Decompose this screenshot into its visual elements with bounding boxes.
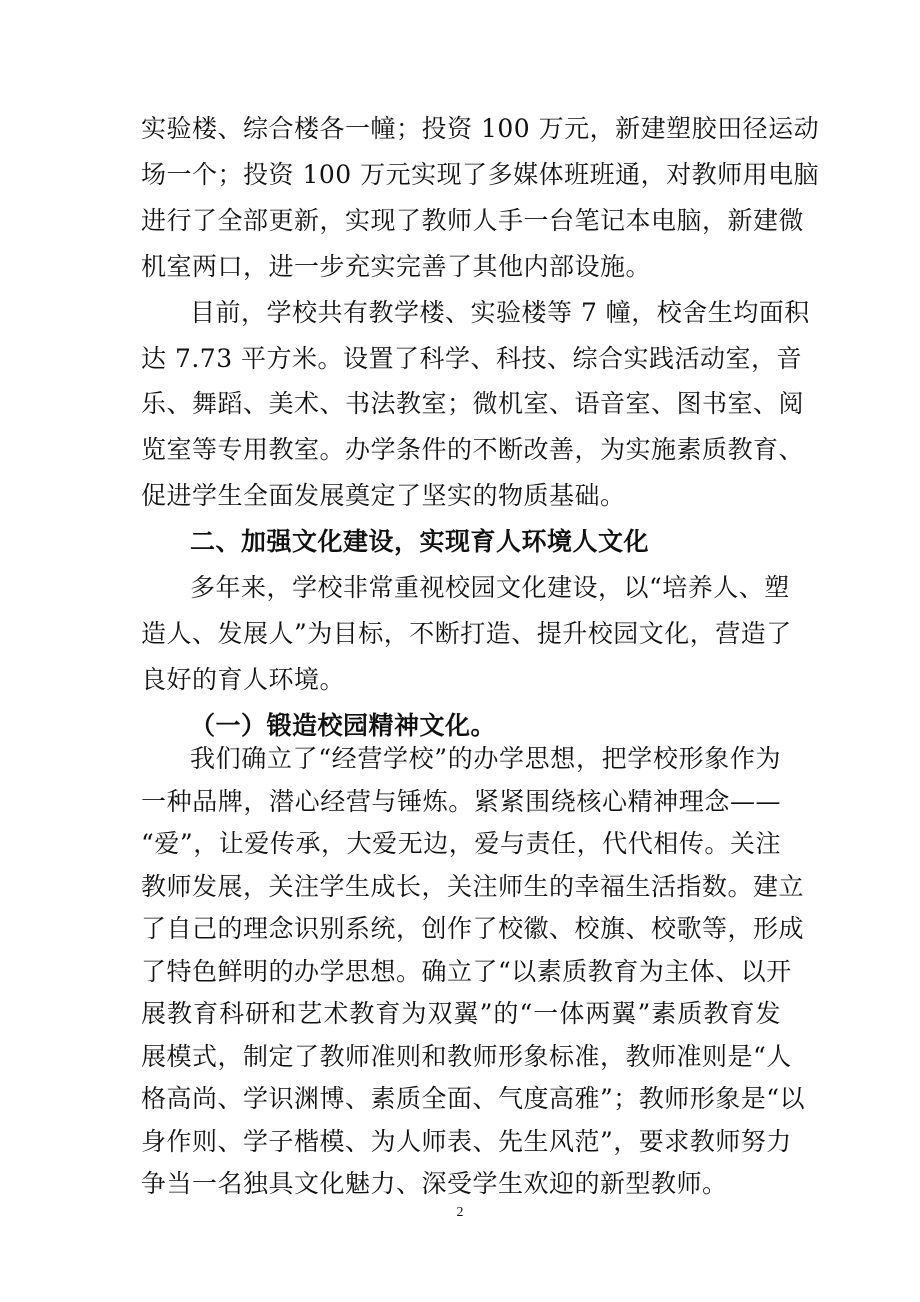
body-text-line: 格高尚、学识渊博、素质全面、气度高雅”；教师形象是“以 bbox=[141, 1084, 806, 1113]
body-text-line: 达 7.73 平方米。设置了科学、科技、综合实践活动室，音 bbox=[141, 343, 803, 373]
body-text-line: 我们确立了“经营学校”的办学思想，把学校形象作为 bbox=[190, 744, 781, 773]
body-text-line: 目前，学校共有教学楼、实验楼等 7 幢，校舍生均面积 bbox=[190, 297, 810, 327]
body-text-line: 实验楼、综合楼各一幢；投资 100 万元，新建塑胶田径运动 bbox=[141, 114, 820, 143]
body-text-line: 争当一名独具文化魅力、深受学生欢迎的新型教师。 bbox=[141, 1169, 728, 1198]
subsection-heading: （一）锻造校园精神文化。 bbox=[190, 710, 497, 740]
body-text-line: 一种品牌，潜心经营与锤炼。紧紧围绕核心精神理念—— bbox=[141, 786, 781, 816]
body-text-line: 多年来，学校非常重视校园文化建设，以“培养人、塑 bbox=[190, 573, 790, 602]
body-text-line: 了特色鲜明的办学思想。确立了“以素质教育为主体、以开 bbox=[141, 956, 792, 986]
body-text-line: “爱”，让爱传承，大爱无边，爱与责任，代代相传。关注 bbox=[141, 829, 781, 858]
body-text-line: 促进学生全面发展奠定了坚实的物质基础。 bbox=[141, 481, 626, 511]
body-text-line: 机室两口，进一步充实完善了其他内部设施。 bbox=[141, 251, 652, 281]
page-number: 2 bbox=[456, 1205, 464, 1220]
body-text-line: 进行了全部更新，实现了教师人手一台笔记本电脑，新建微 bbox=[141, 205, 805, 235]
body-text-line: 教师发展，关注学生成长，关注师生的幸福生活指数。建立 bbox=[141, 871, 805, 901]
body-text-line: 场一个；投资 100 万元实现了多媒体班班通，对教师用电脑 bbox=[141, 159, 820, 189]
body-text-line: 乐、舞蹈、美术、书法教室；微机室、语音室、图书室、阅 bbox=[141, 389, 805, 419]
body-text-line: 览室等专用教室。办学条件的不断改善，为实施素质教育、 bbox=[141, 435, 805, 465]
section-heading: 二、加强文化建设，实现育人环境人文化 bbox=[190, 527, 650, 557]
body-text-line: 展模式，制定了教师准则和教师形象标准，教师准则是“人 bbox=[141, 1041, 792, 1071]
body-text-line: 展教育科研和艺术教育为双翼”的“一体两翼”素质教育发 bbox=[141, 999, 781, 1028]
body-text-line: 良好的育人环境。 bbox=[141, 664, 346, 694]
body-text-line: 了自己的理念识别系统，创作了校徽、校旗、校歌等，形成 bbox=[141, 914, 805, 943]
body-text-line: 身作则、学子楷模、为人师表、先生风范”，要求教师努力 bbox=[141, 1126, 792, 1156]
body-text-line: 造人、发展人”为目标，不断打造、提升校园文化，营造了 bbox=[141, 618, 792, 648]
